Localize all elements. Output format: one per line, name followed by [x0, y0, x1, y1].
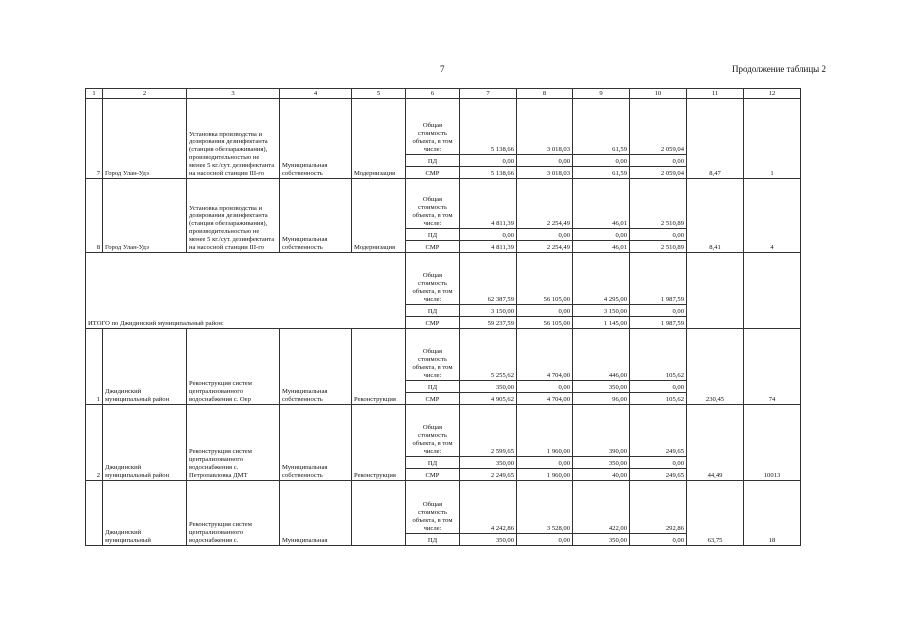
- row-owner: Муниципальная собственность: [280, 99, 352, 179]
- cell-value: 8,47: [687, 99, 744, 179]
- col-header: 6: [406, 89, 460, 99]
- cell-value: 1: [744, 99, 801, 179]
- smr-label: СМР: [406, 167, 460, 179]
- pd-label: ПД: [406, 155, 460, 167]
- cell-value: 0,00: [630, 155, 687, 167]
- row-kind: Модернизация: [352, 179, 406, 253]
- cell-value: 61,59: [573, 99, 630, 155]
- cell-value: 446,00: [573, 329, 630, 381]
- col-header: 8: [517, 89, 573, 99]
- cell-value: 0,00: [517, 305, 573, 317]
- row-place: Город Улан-Удэ: [103, 179, 187, 253]
- cell-value: 0,00: [630, 305, 687, 317]
- row-object: Реконструкция систем централизованного водоснабжения с.: [187, 481, 280, 546]
- header-row: [86, 89, 801, 99]
- cell-value: 0,00: [517, 533, 573, 545]
- empty-cell: [687, 253, 744, 329]
- empty-cell: [744, 253, 801, 329]
- cell-value: 5 138,66: [460, 99, 517, 155]
- cell-value: 61,59: [573, 167, 630, 179]
- cell-value: 0,00: [573, 229, 630, 241]
- row-kind: [352, 481, 406, 546]
- cell-value: 4 704,00: [517, 329, 573, 381]
- cell-value: 46,01: [573, 241, 630, 253]
- row-object: Реконструкция систем централизованного водоснабжения с. Петропавловка ДМТ: [187, 405, 280, 481]
- pd-label: ПД: [406, 229, 460, 241]
- cell-value: 74: [744, 329, 801, 405]
- row-kind: Модернизация: [352, 99, 406, 179]
- cell-value: 0,00: [630, 457, 687, 469]
- cell-value: 350,00: [460, 457, 517, 469]
- cell-value: 105,62: [630, 329, 687, 381]
- cell-value: 350,00: [460, 533, 517, 545]
- col-header: 7: [460, 89, 517, 99]
- row-owner: Муниципальная собственность: [280, 179, 352, 253]
- cell-value: 2 599,65: [460, 405, 517, 457]
- cell-value: 230,45: [687, 329, 744, 405]
- cell-value: 422,00: [573, 481, 630, 534]
- table-continuation-label: Продолжение таблицы 2: [732, 64, 826, 74]
- page-bottom-margin: [85, 566, 807, 640]
- cell-value: 2 510,89: [630, 179, 687, 229]
- cell-value: 1 960,00: [517, 469, 573, 481]
- cell-value: 3 150,00: [573, 305, 630, 317]
- table-row: [86, 99, 801, 155]
- cell-value: 2 059,04: [630, 167, 687, 179]
- cell-value: 1 987,59: [630, 317, 687, 329]
- row-number: 2: [86, 405, 103, 481]
- cell-value: 44,49: [687, 405, 744, 481]
- cell-value: 56 105,00: [517, 317, 573, 329]
- col-header: 9: [573, 89, 630, 99]
- cell-value: 3 018,03: [517, 167, 573, 179]
- cell-value: 59 237,59: [460, 317, 517, 329]
- row-object: Реконструкция систем централизованного водоснабжения с. Оер: [187, 329, 280, 405]
- cell-value: 4: [744, 179, 801, 253]
- cell-value: 4 811,39: [460, 179, 517, 229]
- cell-value: 4 905,62: [460, 393, 517, 405]
- cell-value: 96,00: [573, 393, 630, 405]
- col-header: 2: [103, 89, 187, 99]
- cell-value: 0,00: [630, 229, 687, 241]
- smr-label: СМР: [406, 317, 460, 329]
- total-label: Общая стоимость объекта, в том числе:: [406, 99, 460, 155]
- cell-value: 46,01: [573, 179, 630, 229]
- cell-value: 40,00: [573, 469, 630, 481]
- col-header: 1: [86, 89, 103, 99]
- cell-value: 249,65: [630, 405, 687, 457]
- cell-value: 105,62: [630, 393, 687, 405]
- cell-value: 4 242,86: [460, 481, 517, 534]
- row-place: Джидинский муниципальный район: [103, 405, 187, 481]
- cell-value: 63,75: [687, 481, 744, 546]
- col-header: 4: [280, 89, 352, 99]
- cell-value: 0,00: [517, 155, 573, 167]
- cell-value: 5 255,62: [460, 329, 517, 381]
- cell-value: 0,00: [630, 533, 687, 545]
- cell-value: 2 510,89: [630, 241, 687, 253]
- cell-value: 4 295,00: [573, 253, 630, 305]
- cell-value: 390,00: [573, 405, 630, 457]
- row-owner: Муниципальная собственность: [280, 329, 352, 405]
- pd-label: ПД: [406, 305, 460, 317]
- cell-value: 350,00: [460, 381, 517, 393]
- row-place: Джидинский муниципальный район: [103, 329, 187, 405]
- col-header: 5: [352, 89, 406, 99]
- cell-value: 350,00: [573, 457, 630, 469]
- row-kind: Реконструкция: [352, 329, 406, 405]
- col-header: 3: [187, 89, 280, 99]
- row-object: Установка производства и дозирования дезинфектанта (станция обеззараживания), производительностью не менее 5 кг./сут. дезинфектанта на насосной станции III-го: [187, 99, 280, 179]
- cell-value: 5 138,66: [460, 167, 517, 179]
- cell-value: 0,00: [517, 457, 573, 469]
- cell-value: 0,00: [460, 229, 517, 241]
- table-row: [86, 405, 801, 457]
- col-header: 10: [630, 89, 687, 99]
- cell-value: 2 249,65: [460, 469, 517, 481]
- total-label: Общая стоимость объекта, в том числе:: [406, 253, 460, 305]
- total-label: Общая стоимость объекта, в том числе:: [406, 481, 460, 534]
- col-header: 11: [687, 89, 744, 99]
- cell-value: 2 254,49: [517, 241, 573, 253]
- row-number: 7: [86, 99, 103, 179]
- cell-value: 350,00: [573, 381, 630, 393]
- col-header: 12: [744, 89, 801, 99]
- cell-value: 1 960,00: [517, 405, 573, 457]
- cell-value: 3 528,00: [517, 481, 573, 534]
- cell-value: 4 704,00: [517, 393, 573, 405]
- page-number: 7: [440, 64, 445, 74]
- cell-value: 1 145,00: [573, 317, 630, 329]
- subtotal-row: [86, 253, 801, 305]
- pd-label: ПД: [406, 457, 460, 469]
- smr-label: СМР: [406, 469, 460, 481]
- row-number: [86, 481, 103, 546]
- cell-value: 62 387,59: [460, 253, 517, 305]
- row-kind: Реконструкция: [352, 405, 406, 481]
- cell-value: 350,00: [573, 533, 630, 545]
- cell-value: 0,00: [573, 155, 630, 167]
- row-place: Город Улан-Удэ: [103, 99, 187, 179]
- row-number: 1: [86, 329, 103, 405]
- total-label: Общая стоимость объекта, в том числе:: [406, 179, 460, 229]
- cell-value: 3 018,03: [517, 99, 573, 155]
- table-row: [86, 481, 801, 534]
- table-row: [86, 179, 801, 229]
- cell-value: 4 811,39: [460, 241, 517, 253]
- cell-value: 2 059,04: [630, 99, 687, 155]
- cell-value: 3 150,00: [460, 305, 517, 317]
- total-label: Общая стоимость объекта, в том числе:: [406, 329, 460, 381]
- pd-label: ПД: [406, 381, 460, 393]
- cell-value: 249,65: [630, 469, 687, 481]
- cell-value: 8,41: [687, 179, 744, 253]
- cell-value: 18: [744, 481, 801, 546]
- pd-label: ПД: [406, 533, 460, 545]
- cell-value: 0,00: [630, 381, 687, 393]
- row-place: Джидинский муниципальный: [103, 481, 187, 546]
- cell-value: 2 254,49: [517, 179, 573, 229]
- cell-value: 0,00: [517, 381, 573, 393]
- row-owner: Муниципальная: [280, 481, 352, 546]
- row-owner: Муниципальная собственность: [280, 405, 352, 481]
- cell-value: 10013: [744, 405, 801, 481]
- cell-value: 0,00: [517, 229, 573, 241]
- smr-label: СМР: [406, 393, 460, 405]
- subtotal-label: ИТОГО по Джидинский муниципальный район:: [86, 253, 406, 329]
- table-row: [86, 329, 801, 381]
- cell-value: 1 987,59: [630, 253, 687, 305]
- row-number: 8: [86, 179, 103, 253]
- row-object: Установка производства и дозирования дезинфектанта (станция обеззараживания), производительностью не менее 5 кг./сут. дезинфектанта на насосной станции III-го: [187, 179, 280, 253]
- smr-label: СМР: [406, 241, 460, 253]
- cell-value: 292,86: [630, 481, 687, 534]
- data-table: [85, 88, 801, 546]
- cell-value: 56 105,00: [517, 253, 573, 305]
- cell-value: 0,00: [460, 155, 517, 167]
- total-label: Общая стоимость объекта, в том числе:: [406, 405, 460, 457]
